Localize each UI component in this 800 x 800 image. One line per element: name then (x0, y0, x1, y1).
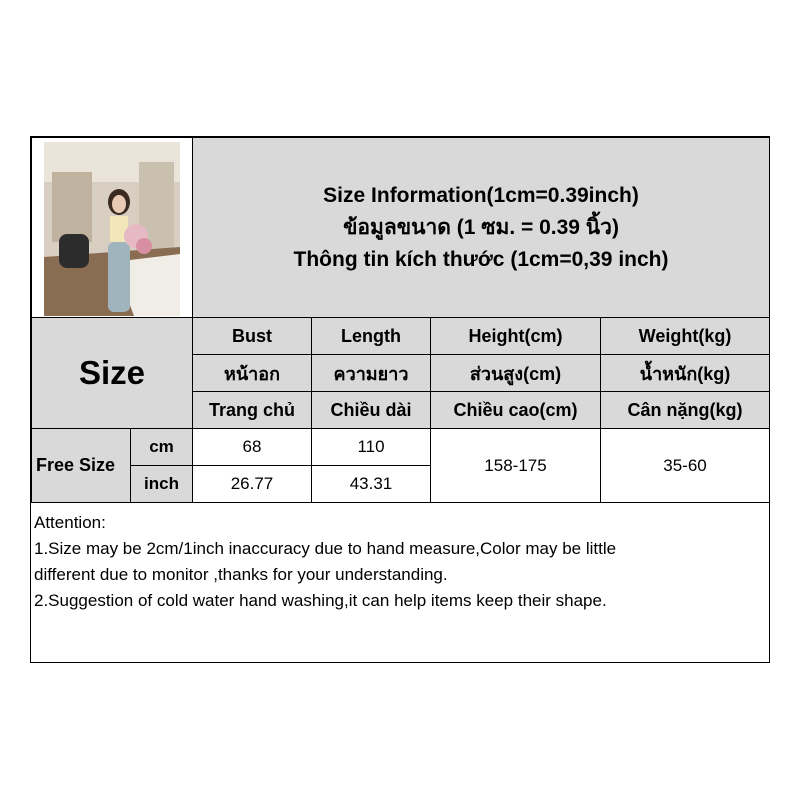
col-length-vi: Chiều dài (312, 392, 431, 429)
size-label: Size (32, 318, 193, 429)
attention-title: Attention: (34, 513, 106, 532)
col-bust-vi: Trang chủ (193, 392, 312, 429)
unit-inch: inch (131, 466, 193, 503)
col-height-th: ส่วนสูง(cm) (431, 355, 601, 392)
free-size-label: Free Size (32, 429, 131, 503)
col-length-th: ความยาว (312, 355, 431, 392)
size-info-vi: Thông tin kích thước (1cm=0,39 inch) (293, 247, 669, 271)
attention-notes (34, 510, 764, 614)
bust-inch-value: 26.77 (193, 466, 312, 503)
length-inch-value: 43.31 (312, 466, 431, 503)
model-photo (44, 142, 180, 316)
col-weight-vi: Cân nặng(kg) (601, 392, 770, 429)
size-info-header (193, 138, 770, 318)
size-table (31, 137, 770, 503)
unit-cm: cm (131, 429, 193, 466)
note-line: 2.Suggestion of cold water hand washing,it can help items keep their shape. (34, 591, 607, 610)
note-line: different due to monitor ,thanks for your understanding. (34, 565, 448, 584)
height-value: 158-175 (431, 429, 601, 503)
col-bust-th: หน้าอก (193, 355, 312, 392)
col-weight-en: Weight(kg) (601, 318, 770, 355)
size-info-th: ข้อมูลขนาด (1 ซม. = 0.39 นิ้ว) (343, 215, 619, 239)
col-height-vi: Chiều cao(cm) (431, 392, 601, 429)
col-length-en: Length (312, 318, 431, 355)
length-cm-value: 110 (312, 429, 431, 466)
col-weight-th: น้ำหนัก(kg) (601, 355, 770, 392)
size-info-en: Size Information(1cm=0.39inch) (323, 183, 639, 207)
col-height-en: Height(cm) (431, 318, 601, 355)
note-line: 1.Size may be 2cm/1inch inaccuracy due to hand measure,Color may be little (34, 539, 617, 558)
product-photo-cell (32, 138, 193, 318)
weight-value: 35-60 (601, 429, 770, 503)
bust-cm-value: 68 (193, 429, 312, 466)
size-chart (30, 136, 770, 663)
col-bust-en: Bust (193, 318, 312, 355)
